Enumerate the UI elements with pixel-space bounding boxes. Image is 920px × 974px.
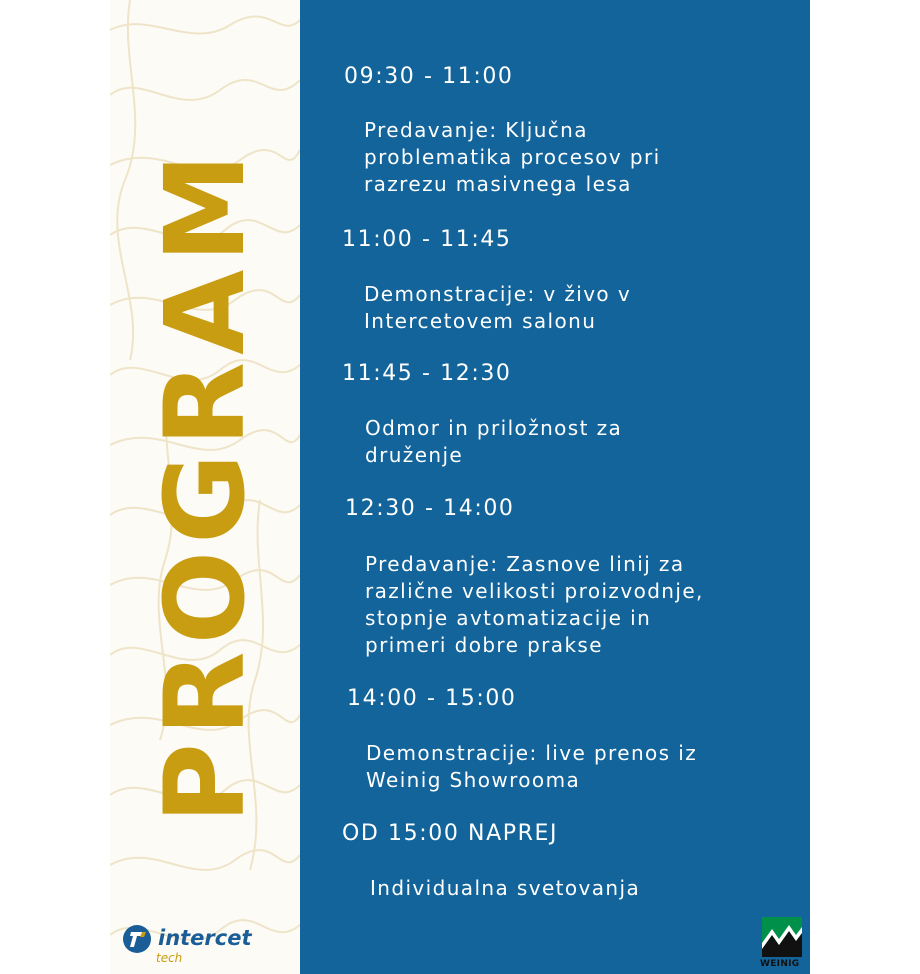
time-slot-5: 14:00 - 15:00 [347,686,517,711]
schedule-panel [300,0,810,974]
description-line: Predavanje: Ključna [364,118,588,142]
session-description-6 [370,875,640,902]
description-line: Demonstracije: v živo v [364,282,632,306]
description-line: Individualna svetovanja [370,876,641,900]
description-line: Odmor in priložnost za [365,416,623,440]
description-line: primeri dobre prakse [365,633,603,657]
description-line: Intercetovem salonu [364,309,597,333]
intercet-mark-icon [122,924,152,954]
description-line: problematika procesov pri [364,145,661,169]
time-slot-1: 09:30 - 11:00 [344,64,514,89]
intercet-brand-text: intercet [158,926,252,950]
description-line: stopnje avtomatizacije in [365,606,652,630]
time-slot-2: 11:00 - 11:45 [342,227,512,252]
description-line: Weinig Showrooma [366,768,581,792]
program-title: PROGRAM [141,146,269,824]
description-line: razrezu masivnega lesa [364,172,632,196]
session-description-1 [364,117,661,198]
weinig-logo [762,917,802,971]
description-line: Predavanje: Zasnove linij za [365,552,685,576]
session-description-5 [366,740,697,794]
weinig-wordmark: WEINIG [760,959,800,969]
session-description-4 [365,551,704,659]
time-slot-6: OD 15:00 NAPREJ [342,821,559,846]
intercet-logo [122,924,262,968]
time-slot-4: 12:30 - 14:00 [345,496,515,521]
time-slot-3: 11:45 - 12:30 [342,361,512,386]
weinig-mark-icon [762,917,802,957]
description-line: različne velikosti proizvodnje, [365,579,704,603]
session-description-3 [365,415,622,469]
description-line: druženje [365,443,464,467]
description-line: Demonstracije: live prenos iz [366,741,698,765]
intercet-sub-text: tech [156,951,183,965]
session-description-2 [364,281,631,335]
